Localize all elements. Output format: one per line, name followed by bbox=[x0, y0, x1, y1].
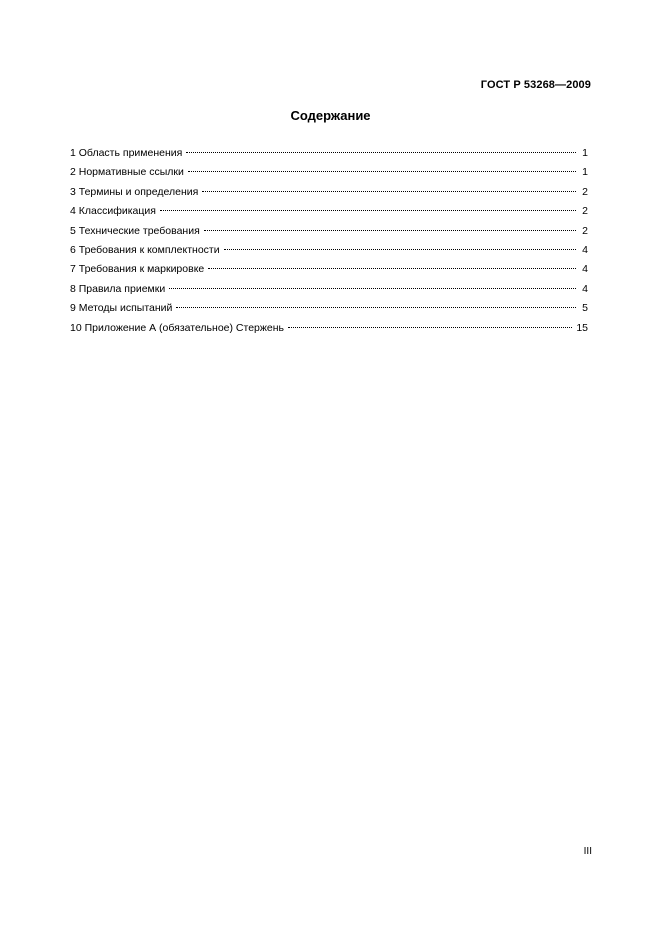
dot-leader bbox=[160, 210, 576, 211]
toc-entry-label: 5 Технические требования bbox=[70, 224, 200, 237]
toc-entry[interactable] bbox=[70, 299, 588, 318]
table-of-contents bbox=[70, 144, 588, 338]
dot-leader bbox=[224, 249, 576, 250]
toc-entry-label: 6 Требования к комплектности bbox=[70, 243, 220, 256]
toc-entry-page: 2 bbox=[582, 205, 588, 218]
dot-leader bbox=[204, 230, 576, 231]
dot-leader bbox=[169, 288, 576, 289]
dot-leader bbox=[186, 152, 576, 153]
toc-entry-page: 4 bbox=[582, 282, 588, 295]
toc-entry-label: 9 Методы испытаний bbox=[70, 302, 173, 315]
toc-entry-label: 7 Требования к маркировке bbox=[70, 263, 205, 276]
toc-entry-page: 5 bbox=[582, 302, 588, 315]
toc-title: Содержание bbox=[290, 108, 371, 123]
toc-entry[interactable] bbox=[70, 280, 588, 299]
toc-entry-page: 15 bbox=[576, 321, 588, 334]
toc-entry[interactable] bbox=[70, 144, 588, 163]
toc-entry-page: 2 bbox=[582, 224, 588, 237]
toc-entry-label: 1 Область применения bbox=[70, 147, 183, 159]
toc-entry-page: 4 bbox=[582, 243, 588, 256]
toc-entry[interactable] bbox=[70, 319, 588, 338]
toc-entry-label: 10 Приложение А (обязательное) Стержень bbox=[70, 321, 285, 334]
toc-entry-label: 4 Классификация bbox=[70, 205, 156, 218]
toc-entry[interactable] bbox=[70, 183, 588, 202]
toc-entry-page: 2 bbox=[582, 185, 588, 198]
toc-entry[interactable] bbox=[70, 163, 588, 182]
toc-entry-page: 4 bbox=[582, 263, 588, 276]
toc-entry[interactable] bbox=[70, 260, 588, 279]
toc-entry-label: 8 Правила приемки bbox=[70, 282, 166, 295]
toc-entry[interactable] bbox=[70, 241, 588, 260]
toc-entry[interactable] bbox=[70, 202, 588, 221]
page-number: III bbox=[583, 846, 592, 857]
standard-code: ГОСТ Р 53268—2009 bbox=[480, 79, 591, 91]
toc-entry-page: 1 bbox=[582, 147, 588, 159]
toc-entry-label: 2 Нормативные ссылки bbox=[70, 166, 184, 179]
dot-leader bbox=[176, 307, 576, 308]
dot-leader bbox=[188, 171, 576, 172]
dot-leader bbox=[208, 268, 576, 269]
toc-entry[interactable] bbox=[70, 222, 588, 241]
dot-leader bbox=[202, 191, 576, 192]
toc-entry-page: 1 bbox=[582, 166, 588, 179]
toc-entry-label: 3 Термины и определения bbox=[70, 185, 199, 198]
dot-leader bbox=[288, 327, 572, 328]
